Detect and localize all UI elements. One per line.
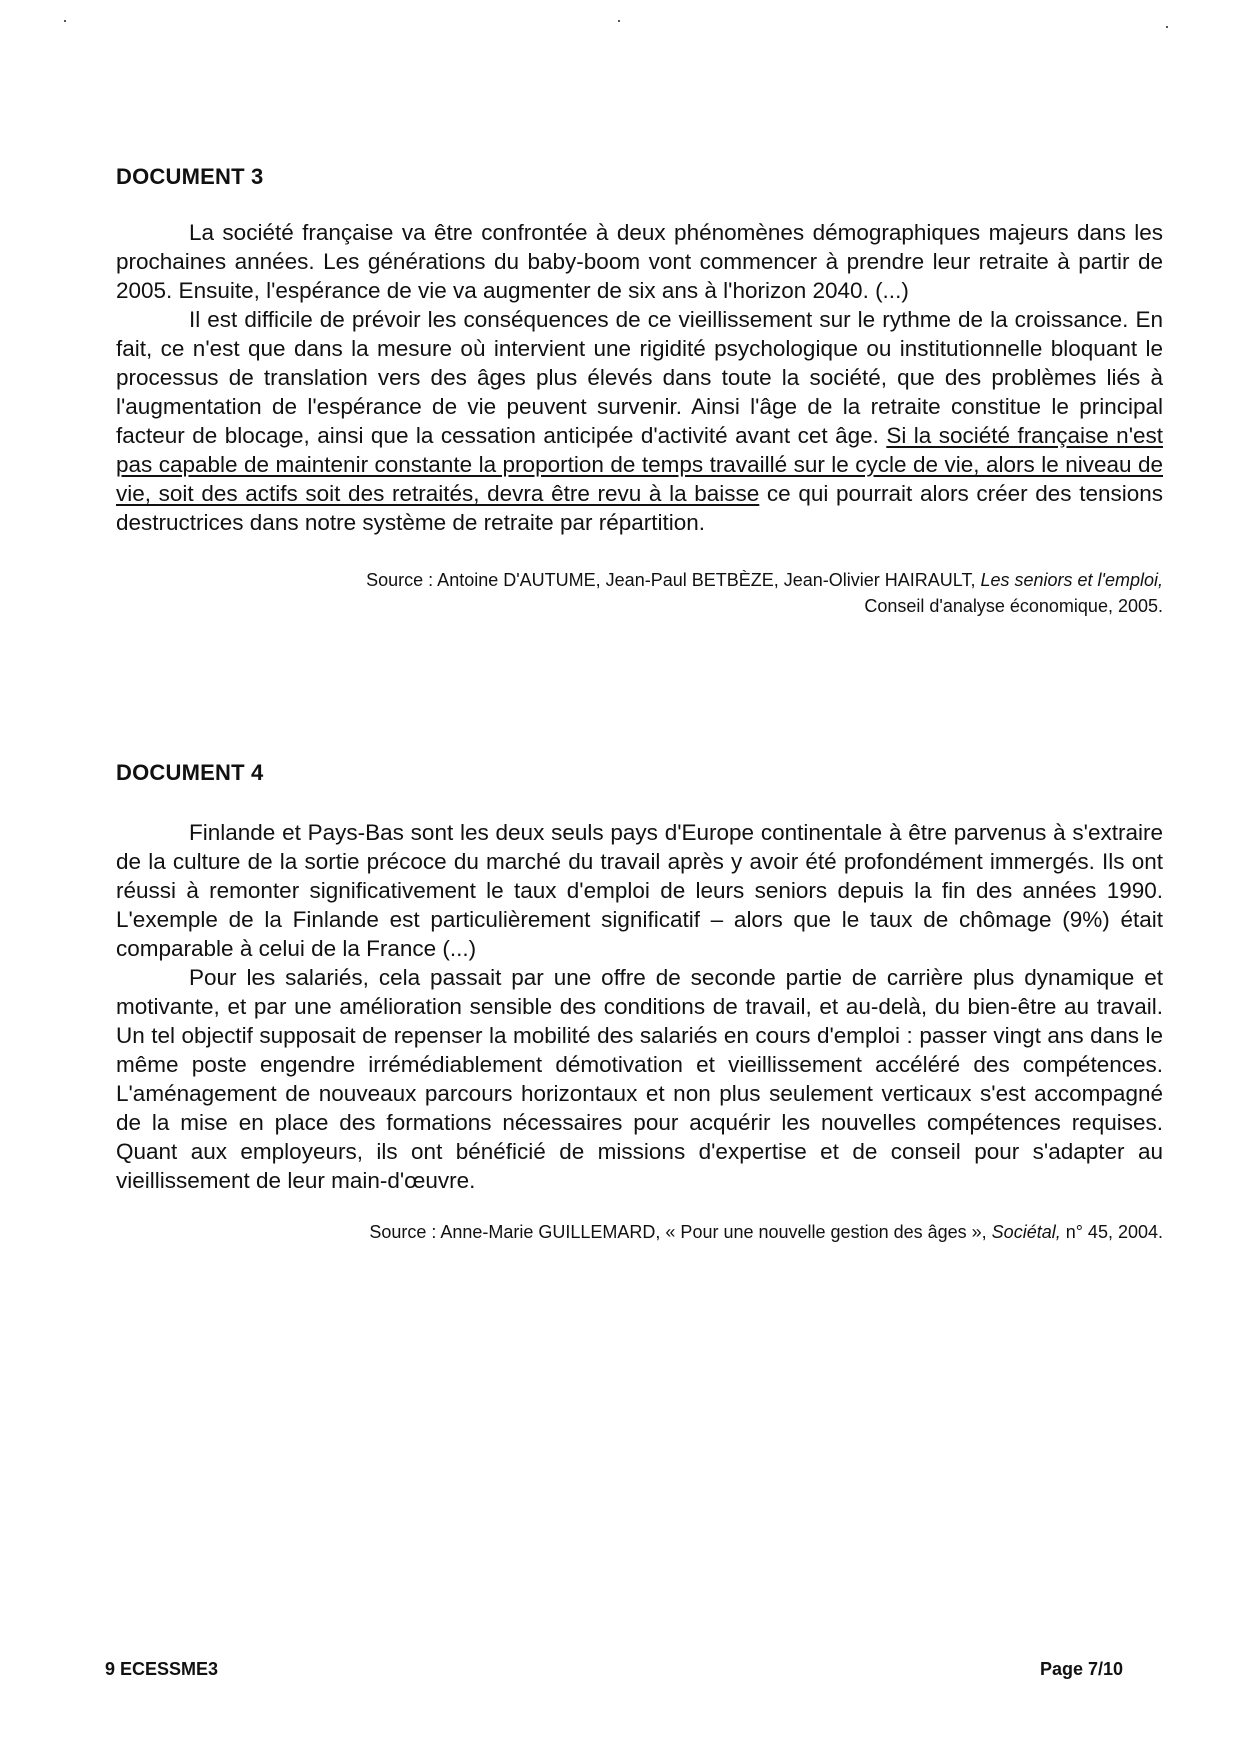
document-4-source-title: Sociétal, <box>991 1222 1061 1242</box>
document-3-paragraph-2-end: ce qui pourrait alors créer des tensions destructrices dans notre système de retraite par répartition. <box>116 481 1163 535</box>
footer-document-code: 9 ECESSME3 <box>105 1659 219 1679</box>
document-3-paragraph-1: La société française va être confrontée à deux phénomènes démographiques majeurs dans les prochaines années. Les générations du baby-boom vont commencer à prendre leur retraite à partir de 2005. Ensuite, l'espérance de vie va augmenter de six ans à l'horizon 2040. (...) <box>116 220 1163 303</box>
scan-speck <box>64 20 66 22</box>
scan-speck <box>1166 26 1168 28</box>
document-3-title: DOCUMENT 3 <box>116 164 264 189</box>
document-3-body <box>116 218 1163 537</box>
document-4-section <box>116 760 1163 1245</box>
document-4-paragraph-1: Finlande et Pays-Bas sont les deux seuls pays d'Europe continentale à être parvenus à s'extraire de la culture de la sortie précoce du marché du travail après y avoir été profondément immergés. Ils ont réussi à remonter significativement le taux d'emploi de leurs seniors depuis la fin des années 1990. L'exemple de la Finlande est particulièrement significatif – alors que le taux de chômage (9%) était comparable à celui de la France (...) <box>116 820 1163 961</box>
document-4-source-issue: n° 45, 2004. <box>1060 1222 1163 1242</box>
document-4-body <box>116 818 1163 1195</box>
document-4-source-author: Source : Anne-Marie GUILLEMARD, « Pour une nouvelle gestion des âges », <box>369 1222 992 1242</box>
document-3-underlined-sentence: Si la société française n'est pas capable de maintenir constante la proportion de temps travaillé sur le cycle de vie, alors le niveau de vie, soit des actifs soit des retraités, devra être revu à la baisse <box>116 423 1164 506</box>
document-3-source <box>116 567 1163 619</box>
document-3-source-line-2: Conseil d'analyse économique, 2005. <box>864 596 1163 616</box>
document-4-paragraph-2: Pour les salariés, cela passait par une offre de seconde partie de carrière plus dynamique et motivante, et par une amélioration sensible des conditions de travail, et au-delà, du bien-être au travail. Un tel objectif supposait de repenser la mobilité des salariés en cours d'emploi : passer vingt ans dans le même poste engendre irrémédiablement démotivation et vieillissement accéléré des compétences. L'aménagement de nouveaux parcours horizontaux et non plus seulement verticaux s'est accompagné de la mise en place des formations nécessaires pour acquérir les nouvelles compétences requises. Quant aux employeurs, ils ont bénéficié de missions d'expertise et de conseil pour s'adapter au vieillissement de leur main-d'œuvre. <box>116 965 1163 1193</box>
document-3-paragraph-2-start: Il est difficile de prévoir les conséquences de ce vieillissement sur le rythme de la croissance. En fait, ce n'est que dans la mesure où intervient une rigidité psychologique ou institutionnelle bloquant le processus de translation vers des âges plus élevés dans toute la société, que des problèmes liés à l'augmentation de l'espérance de vie peuvent survenir. Ainsi l'âge de la retraite constitue le principal facteur de blocage, ainsi que la cessation anticipée d'activité avant cet âge. <box>116 307 1163 448</box>
document-4-title: DOCUMENT 4 <box>116 760 264 785</box>
document-3-paragraph-2 <box>116 305 1163 537</box>
scan-speck <box>618 20 620 22</box>
document-4-source-line <box>116 1219 1163 1245</box>
document-3-source-authors: Source : Antoine D'AUTUME, Jean-Paul BETBÈZE, Jean-Olivier HAIRAULT, <box>366 570 981 590</box>
document-3-source-line-1 <box>116 567 1163 593</box>
document-3-section <box>116 164 1163 619</box>
footer-page-number: Page 7/10 <box>1040 1659 1124 1679</box>
document-4-source <box>116 1219 1163 1245</box>
document-3-source-title: Les seniors et l'emploi, <box>980 570 1163 590</box>
